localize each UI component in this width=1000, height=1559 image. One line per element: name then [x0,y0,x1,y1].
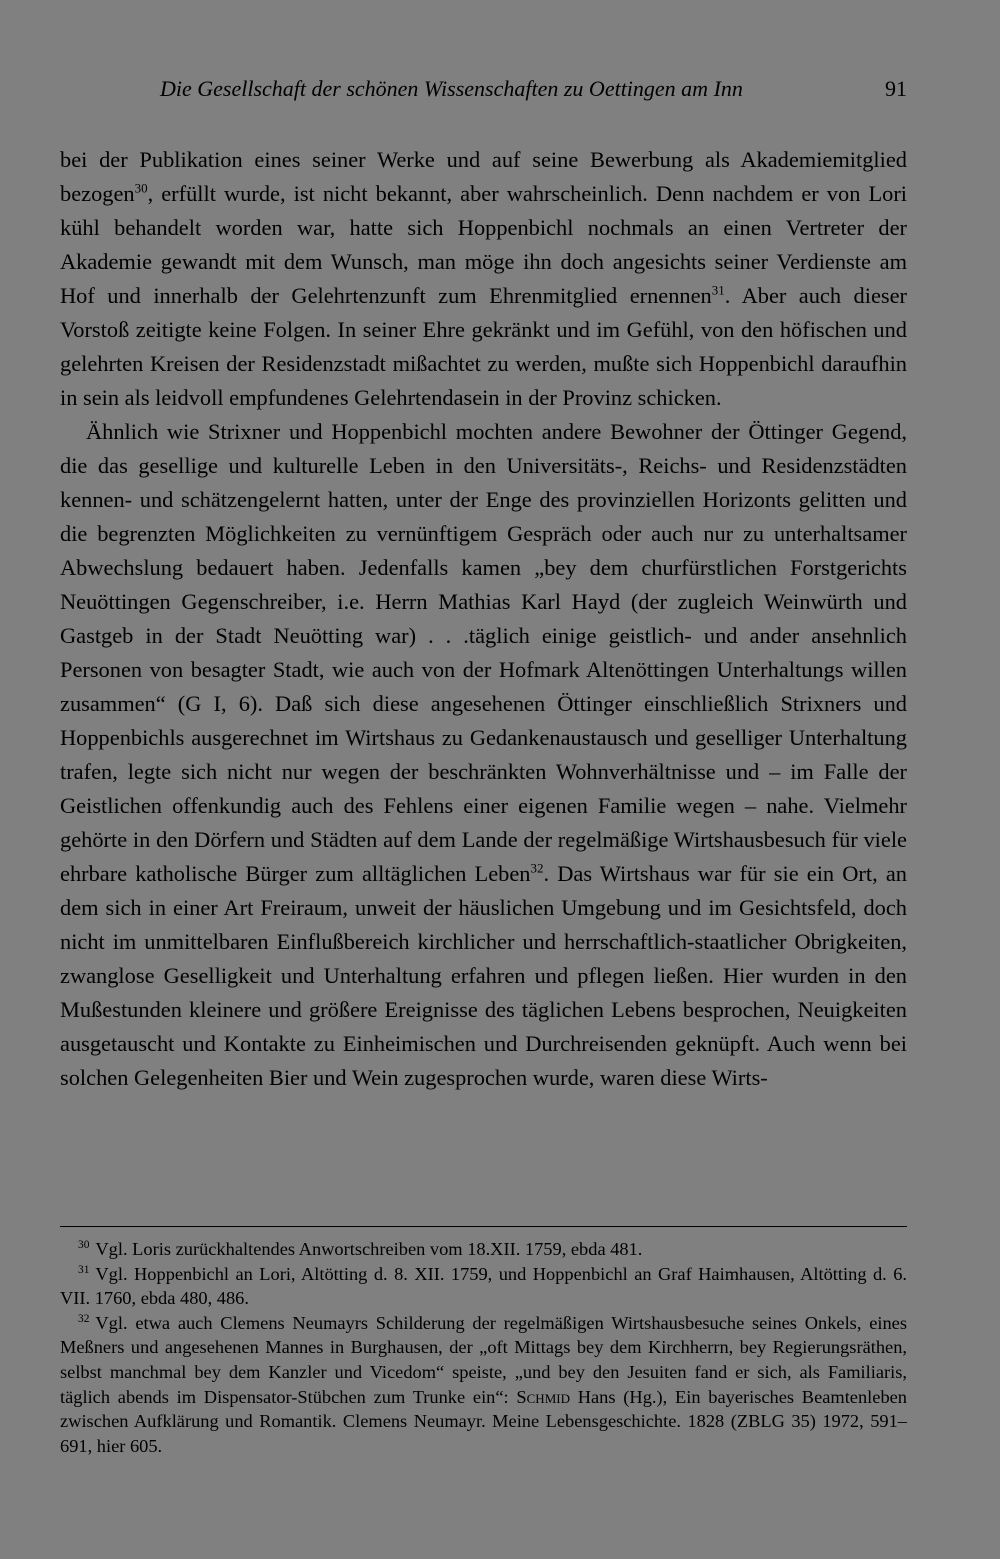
footnote-text-a: Vgl. etwa auch Clemens Neumayrs Schilderung der regelmäßigen Wirtshausbesuche seines Onkels, eines Meßners und angesehenen Mannes in Burghausen, der „oft Mittags bey dem Kirchherrn, bey Regierungsräthen, selbst manchmal bey dem Kanzler und Vicedom“ speiste, „und bey den Jesuiten fand er sich, als Familiaris, täglich abends im Dispensator-Stübchen zum Trunke ein“: [60,1312,907,1407]
footnote-ref-31: 31 [711,282,725,298]
footnote-ref-30: 30 [134,180,148,196]
footnote-32 [60,1311,907,1459]
footnote-ref-32: 32 [530,860,544,876]
paragraph-1 [60,143,907,415]
footnote-number: 31 [78,1263,90,1276]
footnote-text: Vgl. Loris zurückhaltendes Anwortschreiben vom 18.XII. 1759, ebda 481. [95,1239,643,1259]
paragraph-2-text-a: Ähnlich wie Strixner und Hoppenbichl mochten andere Bewohner der Öttinger Gegend, die das gesellige und kulturelle Leben in den Universitäts-, Reichs- und Residenzstädten kennen- und schätzengelernt hatten, unter der Enge des provinziellen Horizonts gelitten und die begrenzten Möglichkeiten zu vernünftigem Gespräch oder auch nur zu unterhaltsamer Abwechslung bedauert haben. Jedenfalls kamen „bey dem churfürstlichen Forstgerichts Neuöttingen Gegenschreiber, i.e. Herrn Mathias Karl Hayd (der zugleich Weinwürth und Gastgeb in der Stadt Neuötting war) . . .täglich einige geistlich- und ander ansehnlich Personen von besagter Stadt, wie auch von der Hofmark Altenöttingen Unterhaltungs willen zusammen“ (G I, 6). Daß sich diese angesehenen Öttinger einschließlich Strixners und Hoppenbichls ausgerechnet im Wirtshaus zu Gedankenaustausch und geselliger Unterhaltung trafen, legte sich nicht nur wegen der beschränkten Wohnverhältnisse und – im Falle der Geistlichen offenkundig auch des Fehlens einer eigenen Familie wegen – nahe. Vielmehr gehörte in den Dörfern und Städten auf dem Lande der regelmäßige Wirtshausbesuch für viele ehrbare katholische Bürger zum alltäglichen Leben [60,419,907,886]
paragraph-1-text-b: , erfüllt wurde, ist nicht bekannt, aber wahrscheinlich. Denn nachdem er von Lori kühl behandelt worden war, hatte sich Hoppenbichl nochmals an einen Vertreter der Akademie gewandt mit dem Wunsch, man möge ihn doch angesichts seiner Verdienste am Hof und innerhalb der Gelehrtenzunft zum Ehrenmitglied ernennen [60,181,907,308]
paragraph-1-text-a: bei der Publikation eines seiner Werke und auf seine Bewerbung als Akademiemitglied bezogen [60,147,907,206]
footnote-31 [60,1262,907,1311]
footnote-text-b: Hans (Hg.), Ein bayerisches Beamtenleben zwischen Aufklärung und Romantik. Clemens Neumayr. Meine Lebensgeschichte. 1828 (ZBLG 35) 1972, 591–691, hier 605. [60,1386,907,1456]
footnote-divider [60,1226,907,1227]
body-text [60,143,907,1095]
paragraph-2-text-b: . Das Wirtshaus war für sie ein Ort, an dem sich in einer Art Freiraum, unweit der häuslichen Umgebung und im Gesichtsfeld, doch nicht im unmittelbaren Einflußbereich kirchlicher und herrschaftlich-staatlicher Obrigkeiten, zwanglose Geselligkeit und Unterhaltung erfahren und pflegen ließen. Hier wurden in den Mußestunden kleinere und größere Ereignisse des täglichen Lebens besprochen, Neuigkeiten ausgetauscht und Kontakte zu Einheimischen und Durchreisenden geknüpft. Auch wenn bei solchen Gelegenheiten Bier und Wein zugesprochen wurde, waren diese Wirts- [60,861,907,1090]
running-head [60,74,907,108]
paragraph-2 [60,415,907,1095]
footnote-30 [60,1237,907,1262]
footnotes [60,1237,907,1458]
paragraph-1-text-c: . Aber auch dieser Vorstoß zeitigte keine Folgen. In seiner Ehre gekränkt und im Gefühl, von den höfischen und gelehrten Kreisen der Residenzstadt mißachtet zu werden, mußte sich Hoppenbichl daraufhin in sein als leidvoll empfundenes Gelehrtendasein in der Provinz schicken. [60,283,907,410]
footnote-number: 32 [78,1312,90,1325]
footnote-author: Schmid [516,1386,570,1407]
running-title: Die Gesellschaft der schönen Wissenschaften zu Oettingen am Inn [160,76,743,101]
footnote-text: Vgl. Hoppenbichl an Lori, Altötting d. 8. XII. 1759, und Hoppenbichl an Graf Haimhausen, Altötting d. 6. VII. 1760, ebda 480, 486. [60,1263,907,1309]
footnote-number: 30 [78,1239,90,1252]
page-number: 91 [885,76,907,101]
